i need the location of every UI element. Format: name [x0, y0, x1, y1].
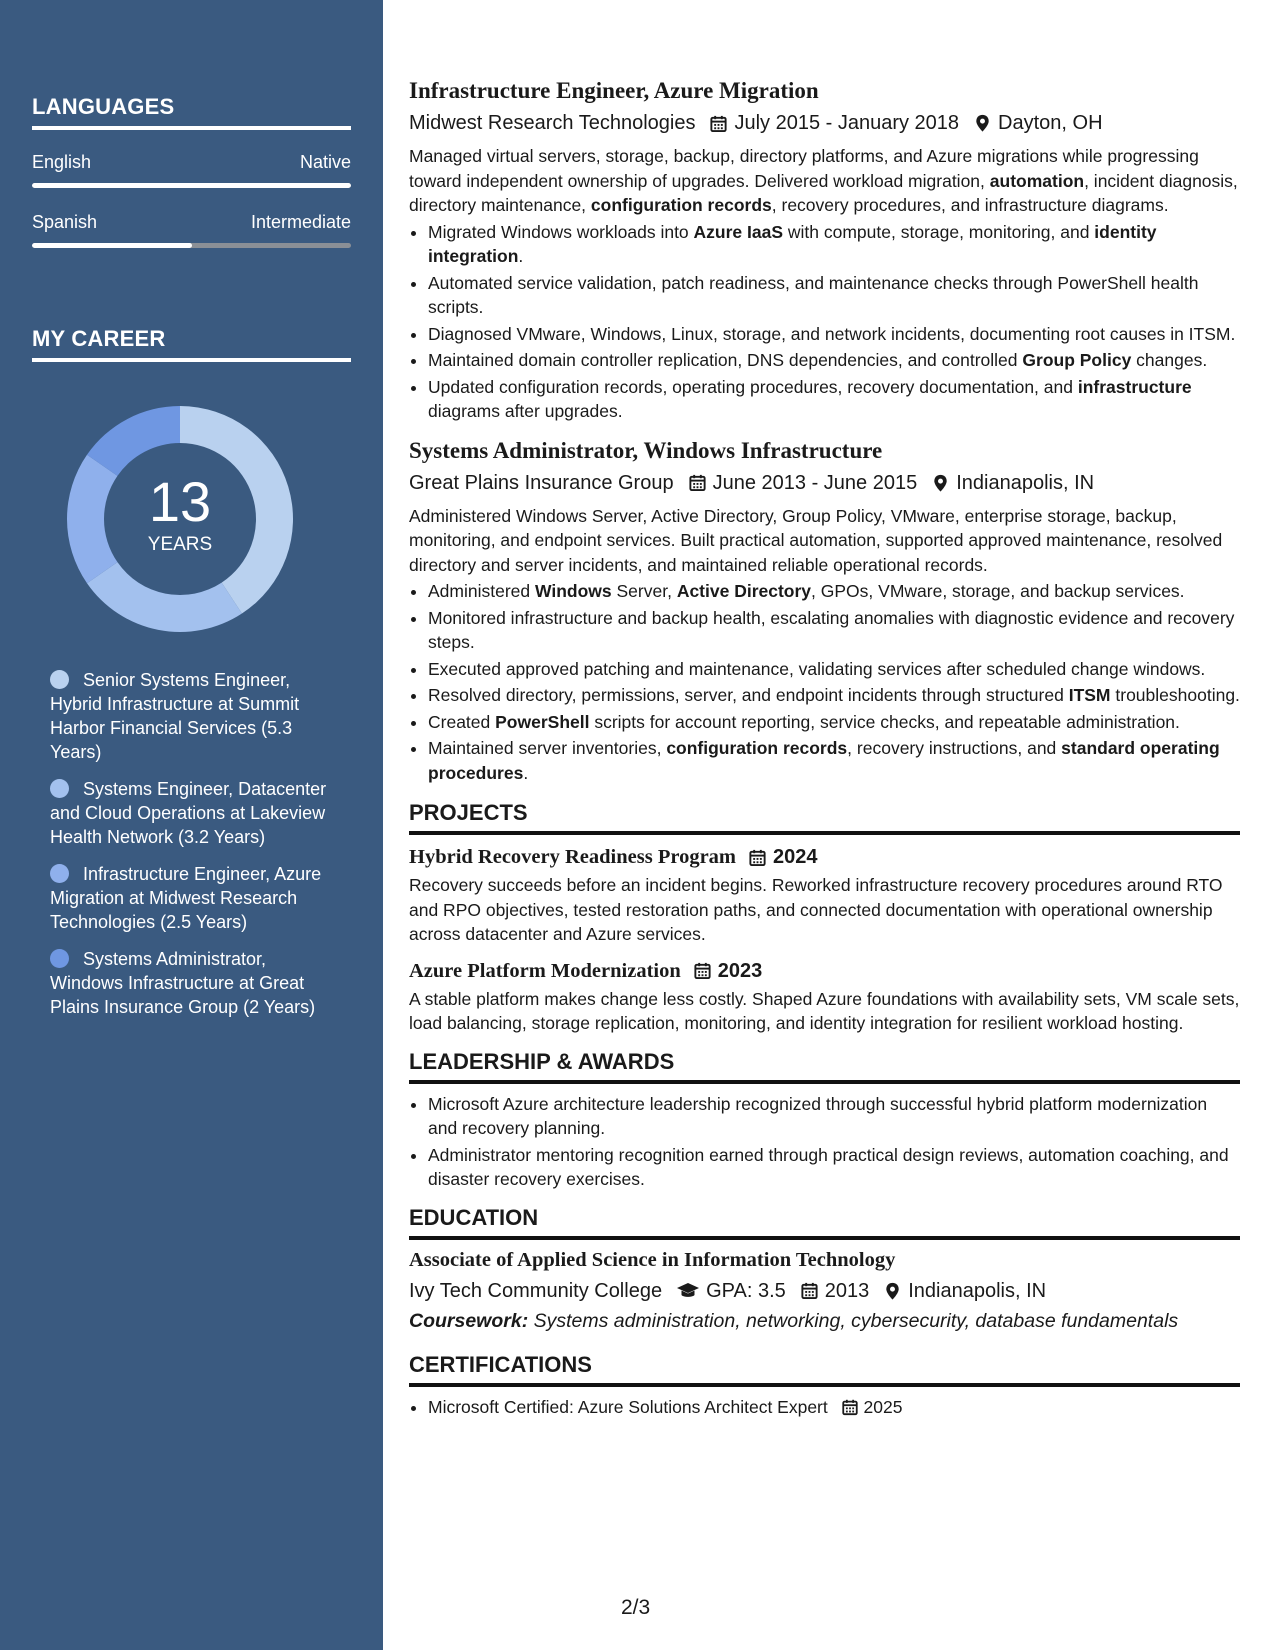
job-bullet: • Diagnosed VMware, Windows, Linux, storage, and network incidents, documenting root causes in ITSM. [428, 322, 1240, 347]
job-entry [409, 76, 1240, 424]
education-location: Indianapolis, IN [908, 1279, 1047, 1302]
career-dot-icon [50, 779, 69, 798]
job-dates: June 2013 - June 2015 [712, 471, 918, 494]
language-level: Native [299, 152, 351, 172]
job-bullet: • Executed approved patching and maintenance, validating services after scheduled change windows. [428, 657, 1240, 682]
location-pin-icon [973, 113, 992, 133]
career-list-item [50, 777, 330, 849]
education-meta [409, 1276, 1240, 1306]
job-meta [409, 468, 1240, 498]
job-title: Infrastructure Engineer, Azure Migration [409, 78, 819, 103]
career-list-item [50, 668, 330, 764]
education-section [409, 1204, 1240, 1335]
job-summary: Managed virtual servers, storage, backup, directory platforms, and Azure migrations while progressing toward independent ownership of upgrades. Delivered workload migration, automation, incident diagnosis, directory maintenance, configuration records, recovery procedures, and infrastructure diagrams. [409, 146, 1238, 215]
language-proficiency-fill [32, 243, 192, 248]
project-year: 2024 [773, 846, 818, 868]
certifications-list [409, 1395, 1240, 1420]
job-title: Systems Administrator, Windows Infrastructure [409, 437, 883, 463]
school-name: Ivy Tech Community College [409, 1279, 663, 1302]
career-heading: MY CAREER [32, 326, 351, 362]
career-list-item [50, 862, 330, 934]
job-bullet: • Created PowerShell scripts for account reporting, service checks, and repeatable administration. [428, 710, 1240, 735]
job-location: Dayton, OH [998, 112, 1103, 134]
sidebar [0, 0, 383, 1650]
calendar-icon [800, 1281, 819, 1300]
calendar-icon [748, 848, 767, 867]
job-bullet: • Monitored infrastructure and backup health, escalating anomalies with diagnostic evidence and recovery steps. [428, 606, 1240, 655]
job-summary: Administered Windows Server, Active Directory, Group Policy, VMware, enterprise storage, backup, monitoring, and endpoint services. Built practical automation, supported approved maintenance, resolved directory and server incidents, and maintained reliable operational records. [409, 505, 1223, 575]
certification-year: 2025 [863, 1396, 903, 1417]
main-content [409, 76, 1240, 1421]
career-dot-icon [50, 864, 69, 883]
career-donut-slice [87, 562, 242, 632]
career-list [50, 668, 351, 1019]
languages-heading: LANGUAGES [32, 94, 351, 130]
coursework-label: Coursework: [409, 1309, 529, 1332]
language-proficiency-bar [32, 243, 351, 248]
leadership-section [409, 1048, 1240, 1192]
language-level: Intermediate [250, 212, 351, 232]
location-pin-icon [883, 1281, 902, 1301]
job-company: Great Plains Insurance Group [409, 471, 674, 494]
certification-name: Microsoft Certified: Azure Solutions Architect Expert [428, 1396, 828, 1417]
job-location: Indianapolis, IN [956, 471, 1095, 494]
location-pin-icon [931, 473, 950, 493]
projects-heading: PROJECTS [409, 799, 1240, 835]
certifications-heading: CERTIFICATIONS [409, 1351, 1240, 1387]
job-meta [409, 108, 1240, 138]
project-description: Recovery succeeds before an incident begins. Reworked infrastructure recovery procedures around RTO and RPO objectives, tested restoration paths, and connected documentation with operational ownership across datacenter and Azure services. [409, 875, 1223, 944]
leadership-item: • Administrator mentoring recognition earned through practical design reviews, automation coaching, and disaster recovery exercises. [428, 1143, 1240, 1192]
project-title: Azure Platform Modernization [409, 959, 681, 982]
career-item-text: Senior Systems Engineer, Hybrid Infrastructure at Summit Harbor Financial Services (5.3 Years) [50, 670, 300, 762]
job-bullet: • Maintained server inventories, configuration records, recovery instructions, and standard operating procedures. [428, 736, 1240, 785]
certifications-section [409, 1351, 1240, 1420]
page-number: 2/3 [621, 1596, 651, 1619]
job-dates: July 2015 - January 2018 [734, 112, 960, 134]
education-year: 2013 [824, 1279, 870, 1302]
career-dot-icon [50, 670, 69, 689]
career-item-text: Infrastructure Engineer, Azure Migration at Midwest Research Technologies (2.5 Years) [50, 864, 322, 932]
degree-title [409, 1246, 1240, 1274]
language-name: English [32, 152, 92, 172]
career-item-text: Systems Administrator, Windows Infrastructure at Great Plains Insurance Group (2 Years) [50, 949, 316, 1017]
job-bullet: • Administered Windows Server, Active Directory, GPOs, VMware, storage, and backup services. [428, 579, 1240, 604]
job-bullets [409, 579, 1240, 785]
project-title: Hybrid Recovery Readiness Program [409, 846, 736, 868]
leadership-list [409, 1092, 1240, 1192]
certification-item [428, 1395, 1240, 1420]
career-donut-chart [67, 406, 293, 632]
project-entry [409, 843, 1240, 947]
career-years-label: YEARS [147, 534, 213, 555]
job-bullet: • Maintained domain controller replication, DNS dependencies, and controlled Group Policy changes. [428, 348, 1240, 373]
coursework-text: Systems administration, networking, cybersecurity, database fundamentals [533, 1309, 1179, 1332]
project-year: 2023 [717, 959, 763, 982]
job-company: Midwest Research Technologies [409, 112, 696, 134]
career-dot-icon [50, 949, 69, 968]
education-heading: EDUCATION [409, 1204, 1240, 1240]
language-proficiency-fill [32, 183, 351, 188]
job-entry [409, 436, 1240, 786]
language-name: Spanish [32, 212, 98, 232]
language-item [32, 152, 351, 188]
calendar-icon [841, 1398, 859, 1416]
leadership-item: • Microsoft Azure architecture leadership recognized through successful hybrid platform modernization and recovery planning. [428, 1092, 1240, 1141]
coursework [409, 1307, 1240, 1335]
career-item-text: Systems Engineer, Datacenter and Cloud Operations at Lakeview Health Network (3.2 Years) [50, 779, 327, 847]
degree-name: Associate of Applied Science in Information Technology [409, 1248, 896, 1271]
education-gpa: GPA: 3.5 [706, 1279, 786, 1302]
job-bullet: • Migrated Windows workloads into Azure IaaS with compute, storage, monitoring, and identity integration. [428, 220, 1240, 269]
calendar-icon [688, 473, 707, 492]
calendar-icon [693, 961, 712, 980]
project-description: A stable platform makes change less costly. Shaped Azure foundations with availability sets, VM scale sets, load balancing, storage replication, monitoring, and identity integration for resilient workload hosting. [409, 988, 1240, 1033]
job-bullets [409, 220, 1240, 424]
job-bullet: • Resolved directory, permissions, server, and endpoint incidents through structured ITSM troubleshooting. [428, 683, 1240, 708]
project-entry [409, 957, 1240, 1036]
language-item [32, 212, 351, 248]
job-bullet: • Automated service validation, patch readiness, and maintenance checks through PowerShell health scripts. [428, 271, 1240, 320]
career-total-years: 13 [148, 470, 212, 533]
career-list-item [50, 947, 330, 1019]
graduation-cap-icon [676, 1281, 700, 1301]
leadership-heading: LEADERSHIP & AWARDS [409, 1048, 1240, 1084]
job-bullet: • Updated configuration records, operating procedures, recovery documentation, and infrastructure diagrams after upgrades. [428, 375, 1240, 424]
calendar-icon [709, 114, 728, 133]
language-proficiency-bar [32, 183, 351, 188]
projects-section [409, 799, 1240, 1036]
